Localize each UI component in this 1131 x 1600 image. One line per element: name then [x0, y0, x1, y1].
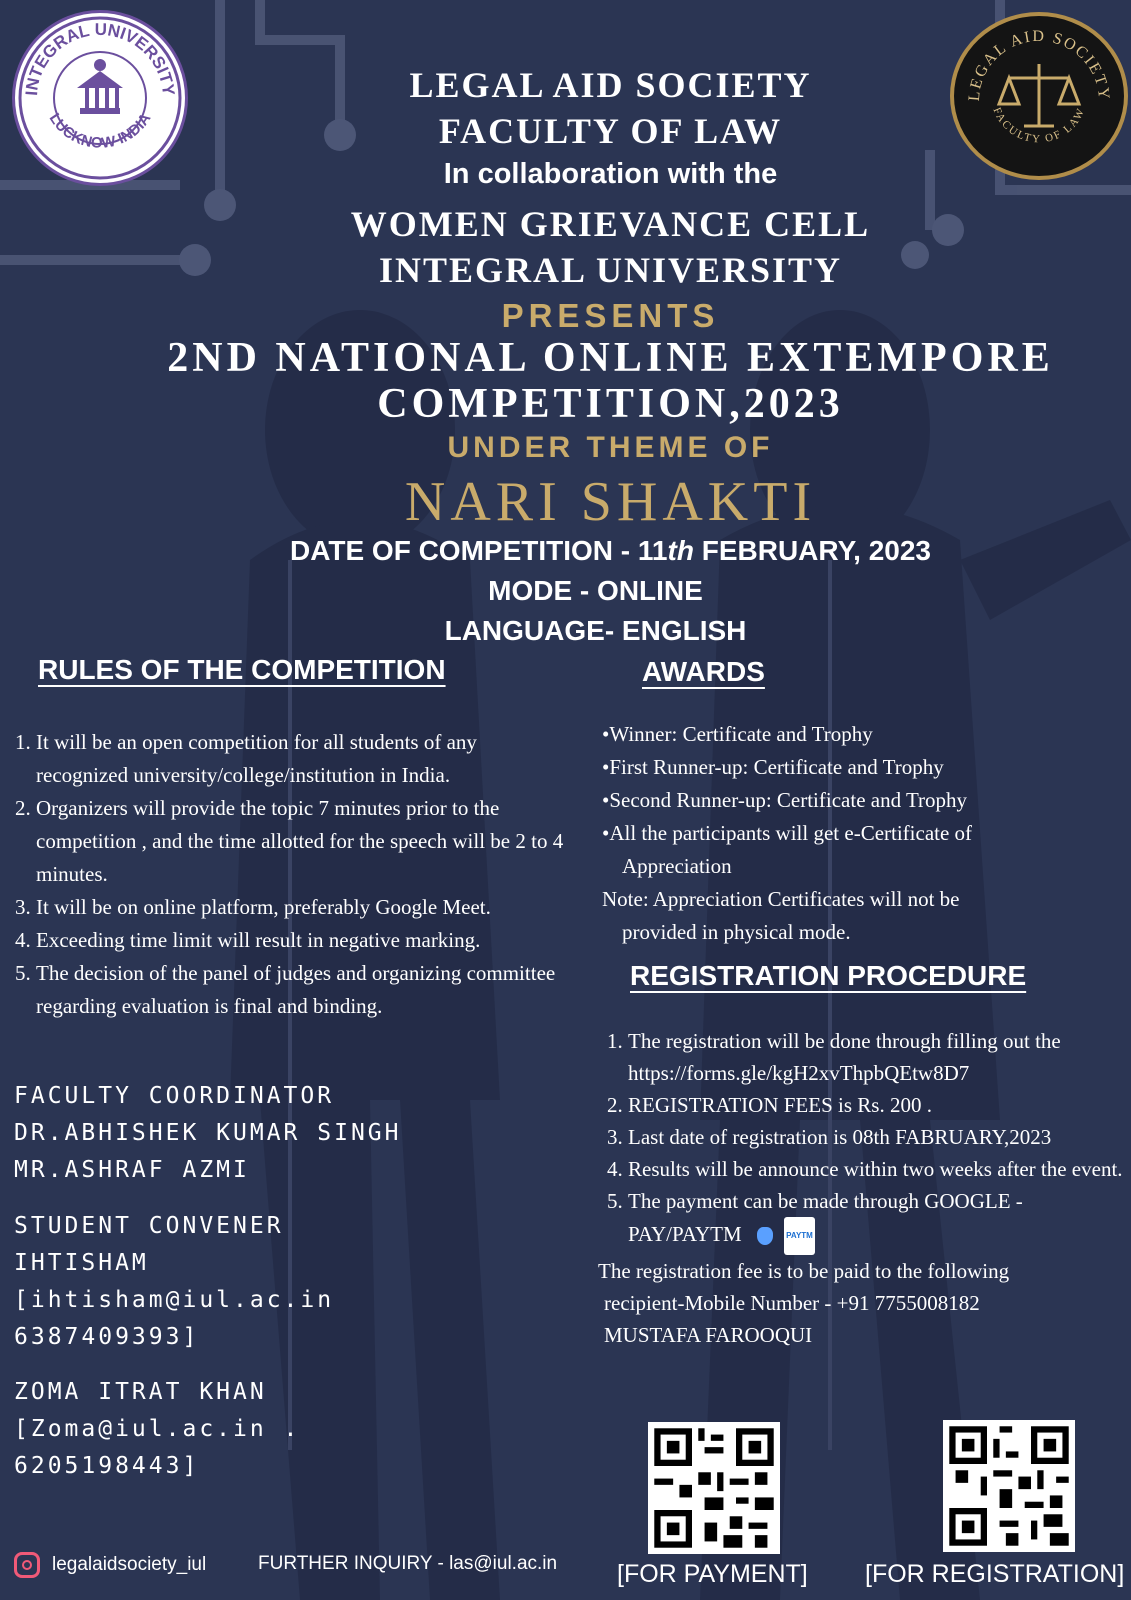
award-item: •Second Runner-up: Certificate and Trophy — [602, 788, 968, 812]
student-convener-name: IHTISHAM — [14, 1250, 149, 1276]
competition-date — [45, 535, 1131, 567]
awards-title: AWARDS — [642, 656, 765, 687]
rule-item: 5. The decision of the panel of judges and organizing committee regarding evaluation is final and binding. — [36, 957, 566, 1023]
fee-recipient-name: MUSTAFA FAROOQUI — [604, 1323, 813, 1347]
presents-label: PRESENTS — [501, 297, 720, 334]
competition-mode: MODE - ONLINE — [488, 575, 703, 606]
rules-title: RULES OF THE COMPETITION — [38, 654, 446, 685]
seal-bottom-text: LUCKNOW-INDIA — [45, 110, 155, 152]
header-line-womens-cell: WOMEN GRIEVANCE CELL — [350, 204, 871, 244]
date-suffix: FEBRUARY, 2023 — [693, 535, 931, 566]
award-item: •All the participants will get e-Certificate of — [602, 821, 973, 845]
las-seal-bottom-text: FACULTY OF LAW — [990, 105, 1088, 146]
rule-item: 4. Exceeding time limit will result in negative marking. — [36, 924, 566, 957]
instagram-handle-text: legalaidsociety_iul — [52, 1554, 207, 1575]
faculty-coordinator-name: MR.ASHRAF AZMI — [14, 1157, 250, 1183]
registration-qr-label: [FOR REGISTRATION] — [865, 1560, 1125, 1588]
student-convener-phone: 6387409393] — [14, 1324, 200, 1350]
awards-list — [602, 718, 1122, 949]
header-line-faculty: FACULTY OF LAW — [438, 111, 783, 151]
faculty-coordinator-title: FACULTY COORDINATOR — [14, 1083, 335, 1109]
student-convener-phone: 6205198443] — [14, 1453, 200, 1479]
header-line-legal-aid: LEGAL AID SOCIETY — [409, 65, 812, 105]
header-line-collaboration: In collaboration with the — [443, 158, 778, 190]
student-convener-email[interactable]: [Zoma@iul.ac.in . — [14, 1416, 301, 1442]
payment-qr-label: [FOR PAYMENT] — [617, 1560, 808, 1588]
header-line-university: INTEGRAL UNIVERSITY — [378, 250, 843, 290]
theme-label: UNDER THEME OF — [447, 431, 774, 464]
rule-item: 3. It will be on online platform, preferably Google Meet. — [36, 891, 566, 924]
student-convener-2-block — [14, 1374, 300, 1485]
date-ordinal: th — [667, 535, 694, 566]
theme-title: NARI SHAKTI — [404, 471, 817, 533]
student-convener-block — [14, 1208, 334, 1356]
google-pay-icon — [757, 1227, 773, 1245]
seal-top-text: INTEGRAL UNIVERSITY — [22, 19, 179, 97]
payment-qr-code[interactable] — [648, 1422, 780, 1554]
rule-item: 1. It will be an open competition for all students of any recognized university/college/institution in India. — [36, 726, 566, 792]
student-convener-name: ZOMA ITRAT KHAN — [14, 1379, 267, 1405]
registration-item: 4. Results will be announce within two weeks after the event. — [628, 1153, 1123, 1185]
fee-recipient-line1: The registration fee is to be paid to the following — [598, 1259, 1010, 1283]
registration-item: 2. REGISTRATION FEES is Rs. 200 . — [628, 1089, 1123, 1121]
rules-list — [6, 726, 566, 1023]
instagram-icon — [14, 1552, 40, 1578]
registration-list — [598, 1025, 1123, 1351]
competition-language: LANGUAGE- ENGLISH — [444, 615, 747, 646]
further-inquiry: FURTHER INQUIRY - las@iul.ac.in — [258, 1553, 558, 1574]
award-item: •Winner: Certificate and Trophy — [602, 722, 873, 746]
fee-recipient-line2: recipient-Mobile Number - +91 7755008182 — [604, 1291, 980, 1315]
awards-note: Note: Appreciation Certificates will not be — [602, 887, 960, 911]
awards-note-continued: provided in physical mode. — [622, 920, 851, 944]
registration-item: 1. The registration will be done through filling out the https://forms.gle/kgH2xvThpbQEtw8D7 — [628, 1025, 1123, 1089]
competition-title-line2: COMPETITION,2023 — [377, 381, 844, 427]
rule-item: 2. Organizers will provide the topic 7 minutes prior to the competition , and the time allotted for the speech will be 2 to 4 minutes. — [36, 792, 566, 891]
award-item: Appreciation — [622, 854, 732, 878]
award-item: •First Runner-up: Certificate and Trophy — [602, 755, 944, 779]
registration-item — [628, 1185, 1123, 1255]
payment-method-text: The payment can be made through GOOGLE -PAY/PAYTM — [628, 1189, 1023, 1246]
registration-title: REGISTRATION PROCEDURE — [630, 960, 1027, 991]
registration-item: 3. Last date of registration is 08th FABRUARY,2023 — [628, 1121, 1123, 1153]
student-convener-email[interactable]: [ihtisham@iul.ac.in — [14, 1287, 335, 1313]
registration-qr-code[interactable] — [943, 1420, 1075, 1552]
competition-title-line1: 2ND NATIONAL ONLINE EXTEMPORE — [167, 335, 1054, 381]
faculty-coordinator-name: DR.ABHISHEK KUMAR SINGH — [14, 1120, 402, 1146]
las-seal-top-text: LEGAL AID SOCIETY — [965, 27, 1113, 102]
student-convener-title: STUDENT CONVENER — [14, 1213, 284, 1239]
instagram-handle[interactable] — [14, 1552, 206, 1578]
paytm-icon: PAYTM — [784, 1217, 815, 1255]
faculty-coordinator-block — [14, 1078, 402, 1189]
date-prefix: DATE OF COMPETITION - 11 — [290, 535, 668, 566]
